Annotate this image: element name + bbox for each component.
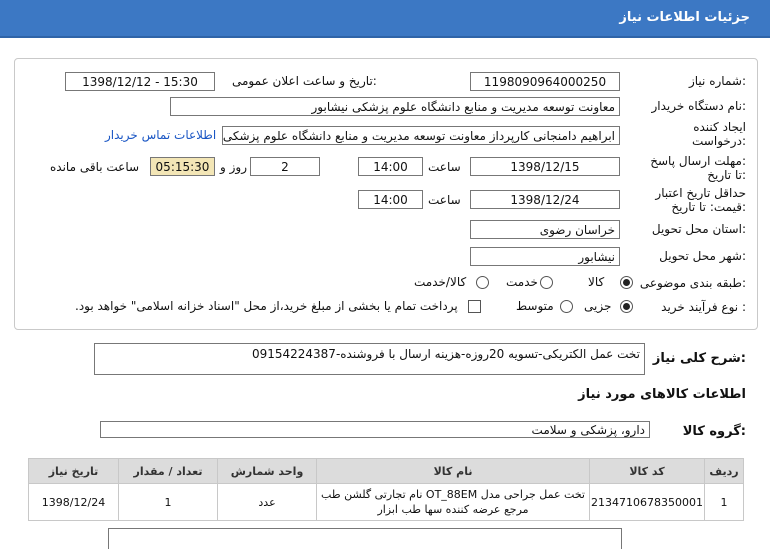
category-label: طبقه بندی موضوعی: bbox=[639, 276, 746, 290]
reply-time-label: ساعت bbox=[428, 160, 461, 174]
need-number-field[interactable]: 1198090964000250 bbox=[470, 72, 620, 91]
purchase-medium-radio[interactable] bbox=[560, 300, 573, 313]
validity-time-field[interactable]: 14:00 bbox=[358, 190, 423, 209]
reply-date-label: تا تاریخ: bbox=[707, 168, 746, 182]
validity-label-2: قیمت: تا تاریخ: bbox=[671, 200, 746, 214]
category-goods-service-radio[interactable] bbox=[476, 276, 489, 289]
page-header bbox=[0, 0, 770, 38]
cell-row: 1 bbox=[705, 484, 744, 521]
reply-deadline-label: مهلت ارسال پاسخ: bbox=[650, 154, 746, 168]
city-label: شهر محل تحویل: bbox=[659, 249, 746, 263]
contact-buyer-link[interactable]: اطلاعات تماس خریدار bbox=[105, 128, 217, 142]
col-unit-header: واحد شمارش bbox=[218, 459, 317, 484]
category-goods-radio[interactable] bbox=[620, 276, 633, 289]
cell-qty: 1 bbox=[119, 484, 218, 521]
need-number-label: شماره نیاز: bbox=[688, 74, 746, 88]
goods-table bbox=[28, 458, 744, 521]
creator-label-1: ایجاد کننده bbox=[693, 120, 746, 134]
cell-name-line2: مرجع عرضه کننده سها طب ابزار bbox=[377, 503, 529, 516]
validity-time-label: ساعت bbox=[428, 193, 461, 207]
purchase-minor-label: جزیی bbox=[584, 299, 612, 313]
validity-label-1: حداقل تاریخ اعتبار bbox=[655, 186, 746, 200]
cell-date: 1398/12/24 bbox=[29, 484, 119, 521]
col-code-header: کد کالا bbox=[590, 459, 705, 484]
purchase-minor-radio[interactable] bbox=[620, 300, 633, 313]
category-goods-label: کالا bbox=[588, 275, 605, 289]
buyer-field[interactable]: معاونت توسعه مدیریت و منابع دانشگاه علوم پزشکی نیشابور bbox=[170, 97, 620, 116]
days-label: روز و bbox=[220, 160, 247, 174]
province-field[interactable]: خراسان رضوی bbox=[470, 220, 620, 239]
city-field[interactable]: نیشابور bbox=[470, 247, 620, 266]
creator-label-2: درخواست: bbox=[692, 134, 746, 148]
validity-date-field[interactable]: 1398/12/24 bbox=[470, 190, 620, 209]
announce-label: تاریخ و ساعت اعلان عمومی: bbox=[232, 74, 377, 88]
page-title: جزئیات اطلاعات نیاز bbox=[619, 10, 750, 25]
category-service-label: خدمت bbox=[506, 275, 538, 289]
announce-field[interactable]: 1398/12/12 - 15:30 bbox=[65, 72, 215, 91]
reply-date-field[interactable]: 1398/12/15 bbox=[470, 157, 620, 176]
cell-name bbox=[317, 484, 590, 521]
goods-group-field[interactable]: دارو، پزشکی و سلامت bbox=[100, 421, 650, 438]
remaining-time-field: 05:15:30 bbox=[150, 157, 215, 176]
table-row bbox=[29, 484, 744, 521]
bottom-text-area[interactable] bbox=[108, 528, 622, 549]
description-field[interactable]: تخت عمل الکتریکی-تسویه 20روزه-هزینه ارسال با فروشنده-09154224387 bbox=[94, 343, 645, 375]
remaining-time-label: ساعت باقی مانده bbox=[50, 160, 140, 174]
cell-name-line1: تخت عمل جراحی مدل OT_88EM نام تجارتی گلشن طب bbox=[321, 488, 585, 501]
col-row-header: ردیف bbox=[705, 459, 744, 484]
description-label: شرح کلی نیاز: bbox=[652, 351, 746, 366]
cell-unit: عدد bbox=[218, 484, 317, 521]
col-name-header: نام کالا bbox=[317, 459, 590, 484]
goods-info-title: اطلاعات کالاهای مورد نیاز bbox=[578, 387, 746, 402]
goods-group-label: گروه کالا: bbox=[682, 424, 746, 439]
days-field[interactable]: 2 bbox=[250, 157, 320, 176]
purchase-medium-label: متوسط bbox=[516, 299, 554, 313]
category-service-radio[interactable] bbox=[540, 276, 553, 289]
creator-field[interactable]: ابراهیم دامنجانی کارپرداز معاونت توسعه مدیریت و منابع دانشگاه علوم پزشکی bbox=[222, 126, 620, 145]
province-label: استان محل تحویل: bbox=[651, 222, 746, 236]
treasury-note: پرداخت تمام یا بخشی از مبلغ خرید،از محل "اسناد خزانه اسلامی" خواهد بود. bbox=[75, 299, 458, 313]
category-goods-service-label: کالا/خدمت bbox=[414, 275, 467, 289]
col-qty-header: تعداد / مقدار bbox=[119, 459, 218, 484]
treasury-checkbox[interactable] bbox=[468, 300, 481, 313]
buyer-label: نام دستگاه خریدار: bbox=[651, 99, 746, 113]
purchase-type-label: نوع فرآیند خرید : bbox=[661, 300, 746, 314]
cell-code: 2134710678350001 bbox=[590, 484, 705, 521]
reply-time-field[interactable]: 14:00 bbox=[358, 157, 423, 176]
col-date-header: تاریخ نیاز bbox=[29, 459, 119, 484]
table-header-row bbox=[29, 459, 744, 484]
